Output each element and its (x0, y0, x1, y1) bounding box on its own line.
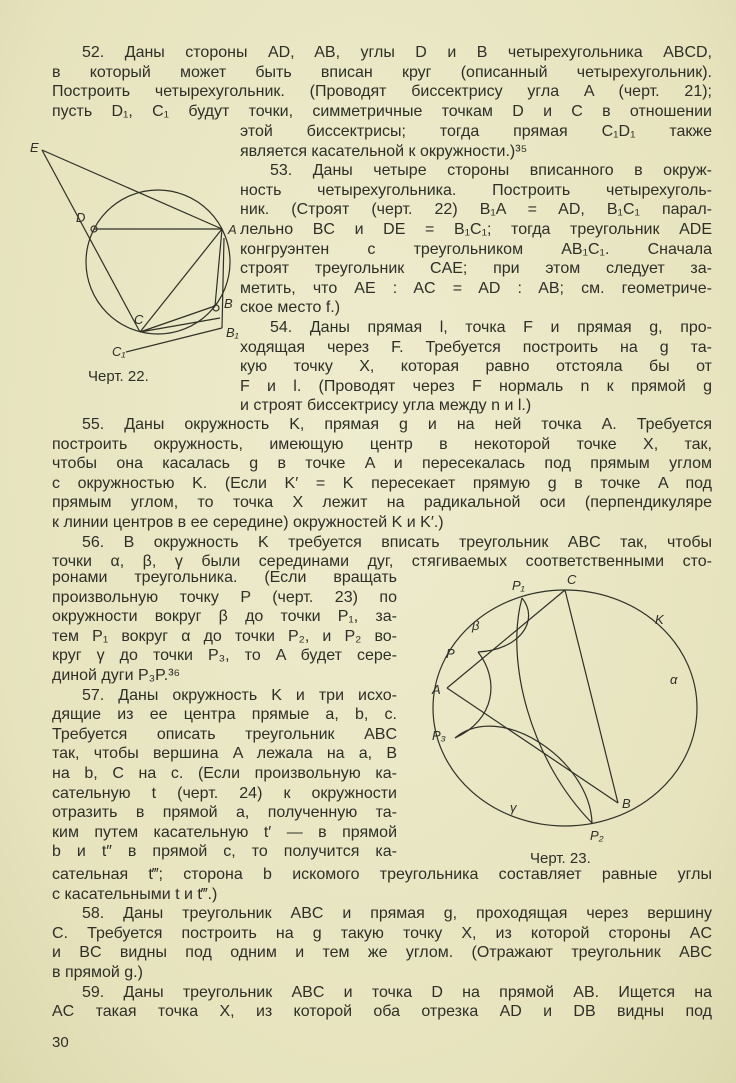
fig23-line-ab (447, 688, 618, 803)
text-line: отразить в прямой a, полученную та- (52, 804, 397, 822)
fig23-label-beta: β (472, 618, 480, 633)
text-line: ник. (Строят (черт. 22) B₁A = AD, B₁C₁ парал- (240, 201, 712, 219)
fig22-line-ec (42, 150, 140, 332)
text-line: ность четырехугольника. Построить четырехуголь- (240, 181, 712, 199)
fig22-line-ea (42, 150, 222, 229)
figure-22-caption: Черт. 22. (88, 368, 149, 385)
text-line: 54. Даны прямая l, точка F и прямая g, про- (270, 318, 712, 336)
fig23-arc-gamma (455, 726, 592, 823)
fig22-label-a: A (228, 222, 237, 237)
text-line: F и l. (Проводят через F нормаль n к прямой g (240, 377, 712, 395)
fig23-label-k: K (655, 612, 664, 627)
text-line: метить, что AE : AC = AD : AB; см. геометриче- (240, 279, 712, 297)
fig22-line-ab1 (222, 238, 224, 328)
text-line: сательная t‴; сторона b искомого треугольника составляет равные углы (52, 866, 712, 883)
text-line: с касательными t и t‴.) (52, 885, 218, 903)
text-line: круг γ до точки P₃, то A будет сере- (52, 647, 397, 665)
text-line: 53. Даны четыре стороны вписанного в окруж- (270, 162, 712, 180)
fig22-label-b1: B₁ (226, 325, 239, 340)
fig22-label-d: D (76, 210, 86, 225)
fig23-label-p3: P₃ (432, 728, 446, 743)
text-line: к линии центров в ее середине) окружностей K и K′.) (52, 513, 444, 531)
text-line: окружности вокруг β до точки P₁, за- (52, 608, 397, 626)
text-line: произвольную точку P (черт. 23) по (52, 588, 397, 606)
text-line: 57. Даны окружность K и три исхо- (82, 686, 397, 704)
fig23-line-ac (447, 590, 565, 688)
text-line: в который может быть вписан круг (описанный четырехугольник). (52, 63, 712, 81)
text-line: b и t″ в прямой c, то получится ка- (52, 843, 397, 861)
text-line: 52. Даны стороны AD, AB, углы D и B четырехугольника ABCD, (82, 44, 712, 61)
text-line: в прямой g.) (52, 963, 143, 981)
text-line: на b, C на c. (Если произвольную ка- (52, 764, 397, 782)
fig23-label-p: P (446, 646, 455, 661)
fig23-arc-p (455, 652, 491, 738)
text-line: ронами треугольника. (Если вращать (52, 569, 397, 586)
fig22-line-cb (140, 306, 215, 332)
text-line: построить окружность, имеющую центр в некоторой точке X, так, (52, 435, 712, 453)
text-line: дящие из ее центра прямые a, b, c. (52, 706, 397, 724)
text-line: ходящая через F. Требуется построить на g та- (240, 338, 712, 356)
text-line: чтобы она касалась g в точке A и пересекалась под прямым углом (52, 455, 712, 473)
text-line: AC такая точка X, из которой оба отрезка AD и DB видны под (52, 1003, 712, 1021)
fig23-label-alpha: α (670, 672, 678, 687)
text-line: ское место f.) (240, 299, 341, 317)
text-line: кую точку X, которая равно отстояла бы от (240, 358, 712, 376)
fig22-label-b: B (224, 296, 233, 311)
text-line: ким путем касательную t′ — в прямой (52, 823, 397, 841)
text-line: с окружностью K. (Если K′ = K пересекает прямую g в точке A под (52, 474, 712, 492)
fig22-label-c: C (134, 312, 144, 327)
text-line: пусть D₁, C₁ будут точки, симметричные точкам D и C в отношении (52, 102, 712, 120)
fig23-label-b: B (622, 796, 631, 811)
text-line: лельно BC и DE = B₁C₁; тогда треугольник ADE (240, 220, 712, 238)
fig22-line-cb1 (140, 318, 220, 332)
figure-23-caption: Черт. 23. (530, 850, 591, 867)
fig22-circle (86, 190, 230, 334)
text-line: и BC видны под одним и тем же углом. (Отражают треугольник ABC (52, 944, 712, 962)
text-line: C. Требуется построить на g такую точку X, из которой стороны AC (52, 924, 712, 942)
text-line: 58. Даны треугольник ABC и прямая g, проходящая через вершину (82, 905, 712, 923)
text-line: Построить четырехугольник. (Проводят биссектрису угла A (черт. 21); (52, 83, 712, 101)
fig23-arc-beta (478, 598, 529, 652)
text-line: сательную t (черт. 24) к окружности (52, 784, 397, 802)
fig22-line-ab (215, 229, 222, 306)
fig23-label-c: C (567, 572, 577, 587)
text-line: строят треугольник CAE; при этом следует за- (240, 260, 712, 278)
page-number: 30 (52, 1034, 69, 1051)
text-line: прямым углом, то точка X лежит на радикальной оси (перпендикуляре (52, 494, 712, 512)
text-line: диной дуги P₃P.³⁶ (52, 666, 181, 684)
fig23-label-p2: P₂ (590, 828, 604, 843)
text-line: является касательной к окружности.)³⁵ (240, 142, 528, 160)
fig22-label-e: E (30, 140, 39, 155)
fig23-label-p1: P₁ (512, 578, 525, 593)
figure-labels (30, 140, 678, 843)
text-line: Требуется описать треугольник ABC (52, 725, 397, 743)
text-line: 56. В окружность K требуется вписать треугольник ABC так, чтобы (82, 533, 712, 551)
text-line: этой биссектрисы; тогда прямая C₁D₁ также (240, 123, 712, 140)
fig23-line-cb (565, 590, 618, 803)
fig22-label-c1: C₁ (112, 344, 126, 359)
text-line: конгруэнтен с треугольником AB₁C₁. Сначала (240, 240, 712, 258)
text-line: 59. Даны треугольник ABC и точка D на прямой AB. Ищется на (82, 983, 712, 1001)
text-line: 55. Даны окружность K, прямая g и на ней точка A. Требуется (82, 416, 712, 433)
fig22-line-ac (140, 229, 222, 332)
text-line: так, чтобы вершина A лежала на a, B (52, 745, 397, 763)
fig23-arc-alpha (517, 598, 592, 823)
fig23-label-gamma: γ (510, 800, 517, 815)
fig23-label-a: A (432, 682, 441, 697)
text-line: тем P₁ вокруг α до точки P₂, и P₂ во- (52, 627, 397, 645)
text-line: точки α, β, γ были серединами дуг, стягиваемых соответственными сто- (52, 553, 712, 571)
text-line: и строят биссектрису угла между n и l.) (240, 397, 532, 415)
